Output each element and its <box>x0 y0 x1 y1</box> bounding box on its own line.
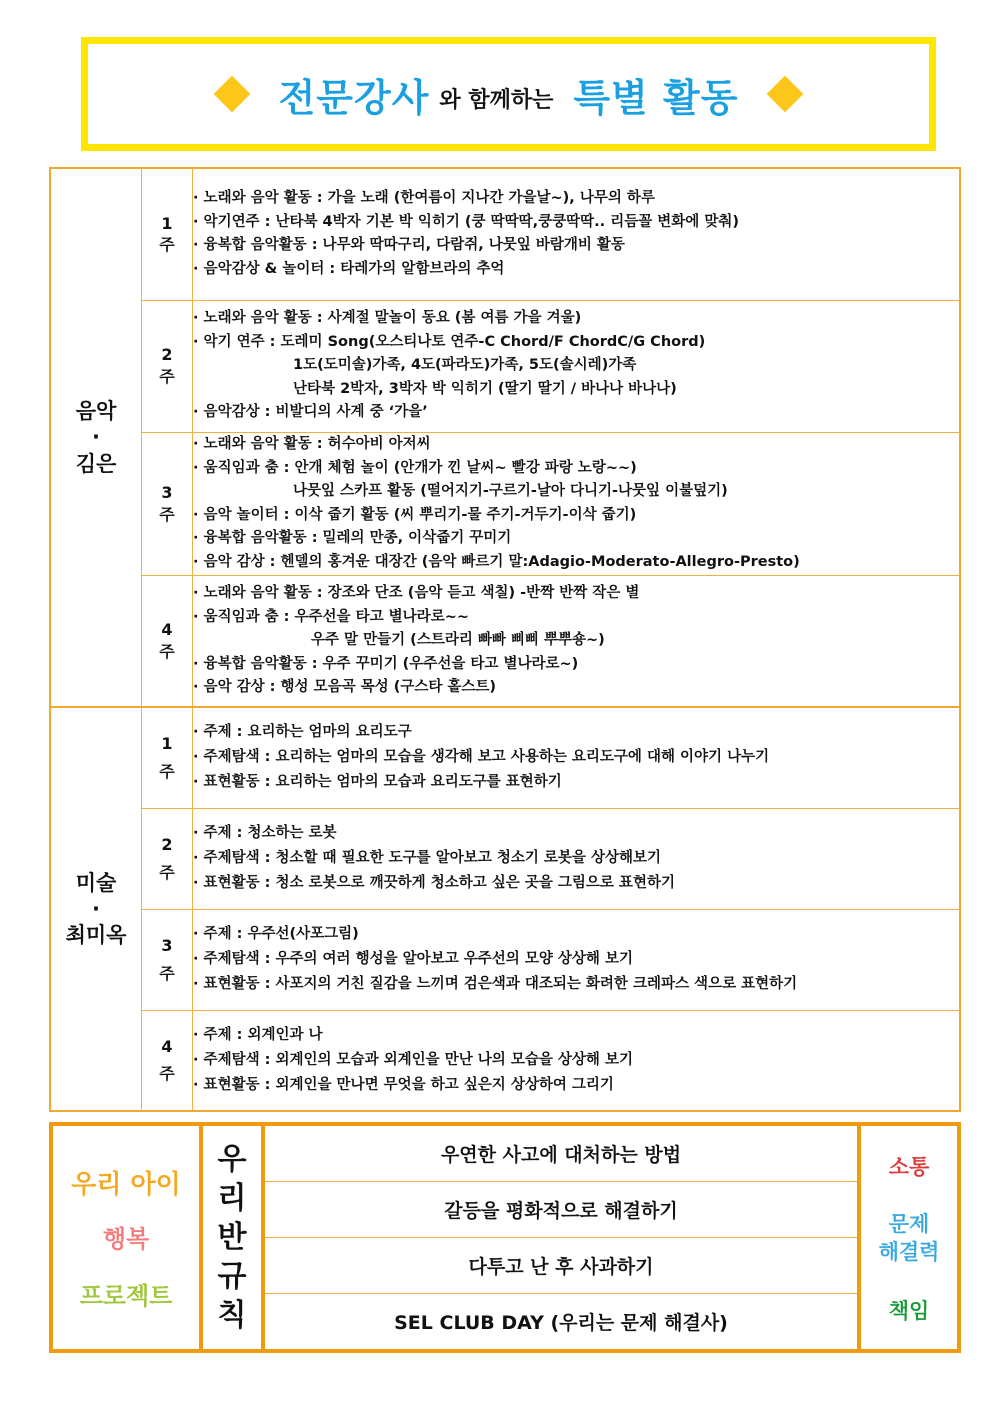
activity-line: · 융복합 음악활동 : 밀레의 만종, 이삭줍기 꾸미기 <box>193 530 512 546</box>
subject-dot: · <box>92 425 100 450</box>
activity-line: · 악기 연주 : 도레미 Song(오스티나토 연주-C Chord/F ChordC/G Chord) <box>193 333 706 350</box>
week-content <box>193 909 961 1010</box>
rule-item: 다투고 난 후 사과하기 <box>265 1238 857 1294</box>
teacher-name: 김은 <box>75 451 117 476</box>
rule-item: 갈등을 평화적으로 해결하기 <box>265 1182 857 1238</box>
week-unit: 주 <box>159 761 175 781</box>
value-responsibility: 책임 <box>888 1298 930 1323</box>
rules-title-char: 반 <box>217 1220 247 1255</box>
rules-title-char: 규 <box>217 1259 247 1294</box>
title-banner <box>81 37 936 151</box>
value-text: 해결력 <box>878 1239 940 1264</box>
activity-line: · 주제 : 요리하는 엄마의 요리도구 <box>193 724 412 741</box>
activity-line: · 주제 : 우주선(사포그림) <box>193 926 359 942</box>
subject-dot: · <box>92 896 100 921</box>
week-number: 3 <box>161 935 173 955</box>
week-label <box>142 909 193 1010</box>
activity-line: · 주제탐색 : 요리하는 엄마의 모습을 생각해 보고 사용하는 요리도구에 대해 이야기 나누기 <box>193 749 770 766</box>
rule-item: 우연한 사고에 대처하는 방법 <box>265 1126 857 1182</box>
week-unit: 주 <box>159 367 175 386</box>
week-number: 1 <box>161 734 173 754</box>
table-row <box>50 432 960 575</box>
project-line: 우리 아이 <box>71 1170 181 1200</box>
rules-title <box>203 1126 265 1349</box>
table-row <box>50 1010 960 1111</box>
table-row <box>50 575 960 707</box>
diamond-icon <box>213 76 250 113</box>
week-label <box>142 1010 193 1111</box>
week-label <box>142 808 193 909</box>
project-line: 프로젝트 <box>79 1282 173 1310</box>
diamond-icon <box>767 76 804 113</box>
activity-line: 우주 말 만들기 (스트라리 빠빠 삐삐 뿌뿌숑~) <box>311 632 605 648</box>
activity-line: · 음악 놀이터 : 이삭 줍기 활동 (씨 뿌리기-물 주기-거두기-이삭 줍기) <box>193 506 637 523</box>
subject-name: 미술 <box>75 870 117 895</box>
value-text: 문제 <box>888 1211 930 1236</box>
activity-line: · 노래와 음악 활동 : 사계절 말놀이 동요 (봄 여름 가을 겨울) <box>193 310 582 327</box>
activity-line: · 융복합 음악활동 : 나무와 딱따구리, 다람쥐, 나뭇잎 바람개비 활동 <box>193 237 625 254</box>
activity-line: · 표현활동 : 청소 로봇으로 깨끗하게 청소하고 싶은 곳을 그림으로 표현하기 <box>193 875 675 891</box>
activity-line: · 주제탐색 : 우주의 여러 행성을 알아보고 우주선의 모양 상상해 보기 <box>193 951 633 967</box>
table-row <box>50 808 960 909</box>
activity-line: · 움직임과 춤 : 안개 체험 놀이 (안개가 낀 날씨~ 빨강 파랑 노랑~~) <box>193 459 637 476</box>
week-content <box>193 808 961 909</box>
table-row <box>50 300 960 432</box>
schedule-table <box>49 167 961 1112</box>
happiness-project <box>53 1126 203 1349</box>
rules-title-char: 우 <box>217 1142 247 1177</box>
activity-line: 나뭇잎 스카프 활동 (떨어지기-구르기-날아 다니기-나뭇잎 이불덮기) <box>293 483 728 499</box>
teacher-name: 최미옥 <box>65 923 127 948</box>
week-content <box>193 575 961 707</box>
activity-line: 난타북 2박자, 3박자 박 익히기 (딸기 딸기 / 바나나 바나나) <box>293 380 677 397</box>
activity-line: · 노래와 음악 활동 : 장조와 단조 (음악 듣고 색칠) -반짝 반짝 작은 별 <box>193 585 640 601</box>
value-communication: 소통 <box>888 1154 930 1179</box>
table-row <box>50 707 960 808</box>
week-unit: 주 <box>159 235 175 255</box>
value-problem-solving <box>879 1210 940 1266</box>
rules-title-char: 리 <box>217 1181 247 1216</box>
week-label <box>142 575 193 707</box>
rules-list <box>265 1126 861 1349</box>
week-content <box>193 432 961 575</box>
activity-line: · 표현활동 : 사포지의 거친 질감을 느끼며 검은색과 대조되는 화려한 크레파스 색으로 표현하기 <box>193 976 798 992</box>
week-number: 4 <box>161 1036 173 1056</box>
table-row <box>50 909 960 1010</box>
activity-line: · 주제탐색 : 외계인의 모습과 외계인을 만난 나의 모습을 상상해 보기 <box>193 1051 633 1068</box>
activity-line: · 융복합 음악활동 : 우주 꾸미기 (우주선을 타고 별나라로~) <box>193 655 579 672</box>
activity-line: · 주제탐색 : 청소할 때 필요한 도구를 알아보고 청소기 로봇을 상상해보기 <box>193 850 661 866</box>
week-label <box>142 432 193 575</box>
activity-line: · 음악감상 : 비발디의 사계 중 ‘가을’ <box>193 404 428 421</box>
activity-line: · 주제 : 청소하는 로봇 <box>193 825 337 841</box>
activity-line: · 노래와 음악 활동 : 가을 노래 (한여름이 지나간 가을날~), 나무의 하루 <box>193 190 655 207</box>
project-line: 행복 <box>102 1225 150 1253</box>
week-unit: 주 <box>159 1064 175 1084</box>
week-content <box>193 707 961 808</box>
week-content <box>193 1010 961 1111</box>
week-unit: 주 <box>159 862 175 882</box>
rule-item: SEL CLUB DAY (우리는 문제 해결사) <box>394 1312 728 1334</box>
week-content <box>193 168 961 300</box>
subject-art <box>50 707 142 1111</box>
activity-line: · 표현활동 : 외계인을 만나면 무엇을 하고 싶은지 상상하여 그리기 <box>193 1076 614 1093</box>
table-row <box>50 168 960 300</box>
week-unit: 주 <box>159 641 175 661</box>
activity-line: · 주제 : 외계인과 나 <box>193 1026 323 1043</box>
title-activity: 특별 활동 <box>573 75 739 120</box>
week-label <box>142 168 193 300</box>
activity-line: · 움직임과 춤 : 우주선을 타고 별나라로~~ <box>193 608 469 625</box>
title-connector: 와 함께하는 <box>439 87 554 113</box>
activity-line: · 노래와 음악 활동 : 허수아비 아저씨 <box>193 436 431 452</box>
activity-line: · 음악감상 & 놀이터 : 타레가의 알함브라의 추억 <box>193 260 505 277</box>
week-number: 2 <box>161 345 173 365</box>
subject-music <box>50 168 142 707</box>
title-main: 전문강사 <box>278 75 430 120</box>
activity-line: · 음악 감상 : 헨델의 홍겨운 대장간 (음악 빠르기 말:Adagio-Moderato-Allegro-Presto) <box>193 553 800 570</box>
activity-line: · 표현활동 : 요리하는 엄마의 모습과 요리도구를 표현하기 <box>193 774 562 791</box>
week-number: 2 <box>161 834 173 854</box>
week-number: 4 <box>161 620 173 640</box>
class-rules-box <box>49 1122 961 1353</box>
activity-line: · 악기연주 : 난타북 4박자 기본 박 익히기 (쿵 딱딱딱,쿵쿵딱딱.. 리듬꼴 변화에 맞춰) <box>193 213 739 230</box>
activity-line: · 음악 감상 : 행성 모음곡 목성 (구스타 홀스트) <box>193 679 497 695</box>
activity-line: 1도(도미솔)가족, 4도(파라도)가족, 5도(솔시레)가족 <box>293 357 637 374</box>
week-label <box>142 300 193 432</box>
week-content <box>193 300 961 432</box>
week-number: 3 <box>161 482 173 502</box>
week-unit: 주 <box>159 963 175 983</box>
week-label <box>142 707 193 808</box>
core-values <box>861 1126 957 1349</box>
week-unit: 주 <box>159 504 175 524</box>
rules-title-char: 칙 <box>217 1298 247 1333</box>
week-number: 1 <box>161 213 173 233</box>
subject-name: 음악 <box>75 399 117 424</box>
